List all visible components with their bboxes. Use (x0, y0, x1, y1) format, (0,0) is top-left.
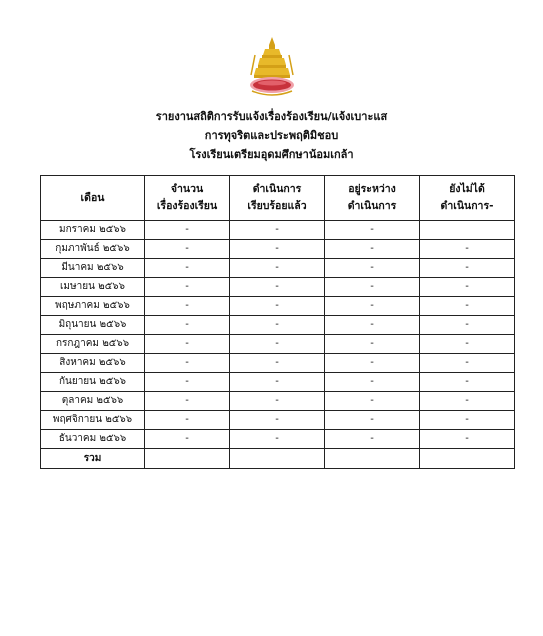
month-cell: กันยายน ๒๕๖๖ (41, 373, 145, 392)
statistics-table (40, 175, 515, 469)
header-completed-line2: เรียบร้อยแล้ว (247, 200, 307, 212)
complaints-cell: - (145, 297, 230, 316)
not-started-cell: - (420, 411, 515, 430)
total-row (41, 449, 515, 469)
table-row (41, 335, 515, 354)
header-month-label: เดือน (80, 191, 105, 204)
not-started-cell: - (420, 373, 515, 392)
complaints-cell: - (145, 240, 230, 259)
month-cell: กรกฎาคม ๒๕๖๖ (41, 335, 145, 354)
not-started-cell: - (420, 240, 515, 259)
not-started-cell (420, 221, 515, 240)
not-started-cell: - (420, 316, 515, 335)
completed-cell: - (230, 278, 325, 297)
in-progress-cell: - (325, 259, 420, 278)
table-row (41, 316, 515, 335)
complaints-cell: - (145, 335, 230, 354)
in-progress-cell: - (325, 411, 420, 430)
header-month (41, 176, 145, 221)
complaints-cell: - (145, 354, 230, 373)
report-subtitle: การทุจริตและประพฤติมิชอบ (204, 129, 339, 142)
in-progress-cell: - (325, 430, 420, 449)
completed-cell: - (230, 354, 325, 373)
not-started-cell: - (420, 278, 515, 297)
month-cell: เมษายน ๒๕๖๖ (41, 278, 145, 297)
header-not-started (420, 176, 515, 221)
in-progress-cell: - (325, 354, 420, 373)
month-cell: กุมภาพันธ์ ๒๕๖๖ (41, 240, 145, 259)
total-not-started-cell (420, 449, 515, 469)
in-progress-cell: - (325, 316, 420, 335)
completed-cell: - (230, 373, 325, 392)
header-not-started-line1: ยังไม่ได้ (449, 183, 485, 195)
header-completed-line1: ดำเนินการ (252, 183, 302, 195)
complaints-cell: - (145, 278, 230, 297)
completed-cell: - (230, 316, 325, 335)
completed-cell: - (230, 240, 325, 259)
completed-cell: - (230, 259, 325, 278)
month-cell: ตุลาคม ๒๕๖๖ (41, 392, 145, 411)
table-row (41, 221, 515, 240)
in-progress-cell: - (325, 240, 420, 259)
table-row (41, 259, 515, 278)
total-in-progress-cell (325, 449, 420, 469)
completed-cell: - (230, 392, 325, 411)
month-cell: พฤษภาคม ๒๕๖๖ (41, 297, 145, 316)
table-row (41, 354, 515, 373)
completed-cell: - (230, 297, 325, 316)
complaints-cell: - (145, 373, 230, 392)
total-label: รวม (41, 449, 145, 469)
complaints-cell: - (145, 411, 230, 430)
header-completed (230, 176, 325, 221)
header-in-progress-line2: ดำเนินการ (347, 200, 397, 212)
not-started-cell: - (420, 259, 515, 278)
table-row (41, 278, 515, 297)
month-cell: มกราคม ๒๕๖๖ (41, 221, 145, 240)
table-row (41, 411, 515, 430)
header-not-started-line2: ดำเนินการ- (440, 200, 494, 212)
in-progress-cell: - (325, 221, 420, 240)
in-progress-cell: - (325, 335, 420, 354)
not-started-cell: - (420, 297, 515, 316)
table-row (41, 430, 515, 449)
month-cell: สิงหาคม ๒๕๖๖ (41, 354, 145, 373)
not-started-cell: - (420, 354, 515, 373)
header-complaints (145, 176, 230, 221)
table-row (41, 240, 515, 259)
header-complaints-line2: เรื่องร้องเรียน (156, 200, 218, 212)
total-complaints-cell (145, 449, 230, 469)
in-progress-cell: - (325, 392, 420, 411)
complaints-cell: - (145, 316, 230, 335)
not-started-cell: - (420, 392, 515, 411)
complaints-cell: - (145, 392, 230, 411)
in-progress-cell: - (325, 373, 420, 392)
report-title: รายงานสถิติการรับแจ้งเรื่องร้องเรียน/แจ้งเบาะแส (155, 110, 388, 123)
completed-cell: - (230, 411, 325, 430)
in-progress-cell: - (325, 278, 420, 297)
not-started-cell: - (420, 430, 515, 449)
table-header-row (41, 176, 515, 221)
table-row (41, 392, 515, 411)
month-cell: พฤศจิกายน ๒๕๖๖ (41, 411, 145, 430)
month-cell: ธันวาคม ๒๕๖๖ (41, 430, 145, 449)
school-emblem-icon (245, 35, 299, 101)
month-cell: มีนาคม ๒๕๖๖ (41, 259, 145, 278)
completed-cell: - (230, 430, 325, 449)
table-row (41, 373, 515, 392)
complaints-cell: - (145, 259, 230, 278)
total-completed-cell (230, 449, 325, 469)
table-row (41, 297, 515, 316)
header-complaints-line1: จำนวน (170, 183, 204, 195)
complaints-cell: - (145, 430, 230, 449)
in-progress-cell: - (325, 297, 420, 316)
complaints-cell: - (145, 221, 230, 240)
header-in-progress-line1: อยู่ระหว่าง (348, 183, 396, 195)
completed-cell: - (230, 335, 325, 354)
header-in-progress (325, 176, 420, 221)
month-cell: มิถุนายน ๒๕๖๖ (41, 316, 145, 335)
not-started-cell: - (420, 335, 515, 354)
school-name: โรงเรียนเตรียมอุดมศึกษาน้อมเกล้า (189, 148, 354, 161)
completed-cell: - (230, 221, 325, 240)
